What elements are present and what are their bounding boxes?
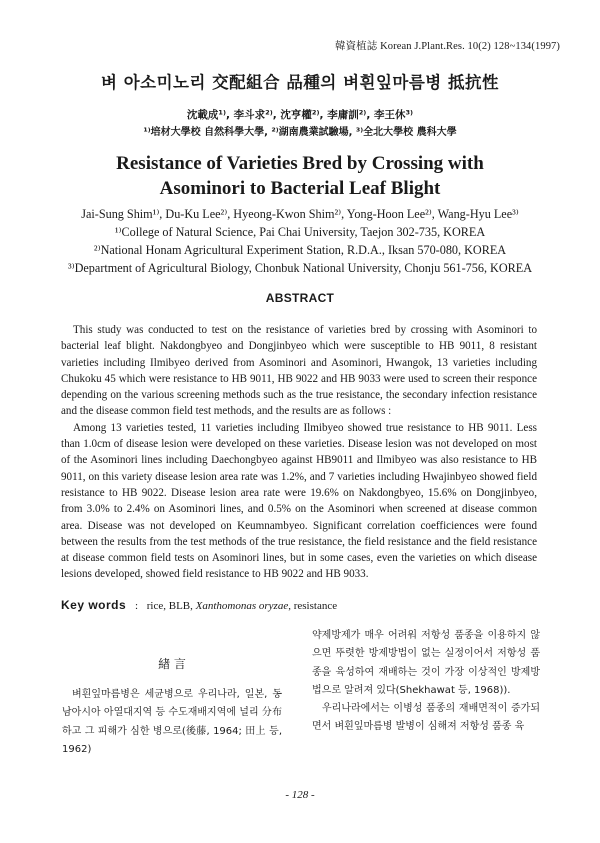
right-column [312, 627, 540, 737]
journal-citation: 韓資植誌 Korean J.Plant.Res. 10(2) 128~134(1997) [334, 41, 560, 52]
introduction-heading: 緖 言 [158, 657, 186, 671]
keywords-label: Key words [61, 598, 127, 612]
keywords-italic: Xanthomonas oryzae [195, 600, 289, 612]
keywords-colon: : [134, 600, 138, 612]
keywords [61, 598, 337, 612]
page-number: - 128 - [285, 789, 315, 801]
left-paragraph: 벼흰잎마름병은 세균병으로 우리나라, 일본, 동남아시아 아열대지역 등 수도재배지역에 널리 分布하고 그 피해가 심한 병으로(後藤, 1964; 田上 등, 1962) [62, 689, 282, 755]
korean-authors: 沈載成¹⁾, 李斗求²⁾, 沈亨權²⁾, 李庸訓²⁾, 李王休³⁾ [186, 109, 414, 121]
abstract-heading: ABSTRACT [265, 291, 335, 305]
abstract-paragraph-2: Among 13 varieties tested, 11 varieties including Ilmibyeo showed true resistance to HB 9011. Less than 1.0cm of disease lesion were developed on these varieties. Disease lesion was not developed on most of the Asominori lines including Daechongbyeo against HB9011 and Ilmibyeo was also resistance to HB 9011, on this variety disease lesion area rate was 1.2%, and 7 varieties including Hwajinbyeo showed field resistance to HB 9022. Disease lesion area rate were 19.6% on Nakdongbyeo, 15.6% on Dongjinbyeo, from 3.0% to 2.4% on Asominori lines, and 0.5% on the Asominori when screened at disease common area. Disease was not developed on Keumnambyeo. Significant correlation coefficiences were found between the results from the test methods of the true resistance, the field resistance and the field resistance at disease common field tests on Asominori lines, but in some cases, even the varieties on which disease lesions developed, showed field resistance to HB 9022 and HB 9033. [61, 421, 537, 581]
english-authors: Jai-Sung Shim¹⁾, Du-Ku Lee²⁾, Hyeong-Kwon Shim²⁾, Yong-Hoon Lee²⁾, Wang-Hyu Lee³⁾ [81, 207, 519, 221]
abstract-paragraph-1: This study was conducted to test on the resistance of varieties bred by crossing with Asominori to bacterial leaf blight. Nakdongbyeo and Dongjinbyeo which were susceptible to HB 9011, 8 resistant varieties including Ilmibyeo derived from Asominori and Asominori, Hwangok, 13 varieties including Chukoku 45 which were resistance to HB 9011, HB 9022 and HB 9033 were used to screen their responce depending on the various screening methods such as the true resistance, the secondary infection resistance and the disease common field test methods, and the results are as follows : [61, 324, 537, 418]
affiliation-3: ³⁾Department of Agricultural Biology, Chonbuk National University, Chonju 561-756, KOREA [67, 261, 533, 275]
korean-title: 벼 아소미노리 交配組合 品種의 벼흰잎마름병 抵抗性 [101, 73, 499, 92]
keywords-text-a: rice, BLB, [146, 600, 196, 612]
english-title-line-2: Asominori to Bacterial Leaf Blight [159, 178, 441, 199]
right-paragraph-2: 우리나라에서는 이병성 품종의 재배면적이 증가되면서 벼흰잎마름병 발병이 심해져 저항성 품종 육 [312, 703, 540, 733]
left-column [62, 625, 282, 759]
right-paragraph-1: 약제방제가 매우 어려워 저항성 품종을 이용하지 않으면 뚜렷한 방제방법이 없는 실정이어서 저항성 품종을 육성하여 재배하는 것이 가장 이상적인 방제방법으로 알려져 있다(Shekhawat 등, 1968)). [312, 630, 540, 696]
affiliation-2: ²⁾National Honam Agricultural Experiment Station, R.D.A., Iksan 570-080, KOREA [93, 243, 507, 257]
korean-affiliations: ¹⁾培材大學校 自然科學大學, ²⁾湖南農業試驗場, ³⁾全北大學校 農科大學 [143, 127, 457, 138]
abstract-body [61, 322, 537, 583]
english-title [0, 151, 600, 201]
affiliation-1: ¹⁾College of Natural Science, Pai Chai University, Taejon 302-735, KOREA [114, 225, 486, 239]
keywords-text-b: , resistance [288, 600, 338, 612]
english-title-line-1: Resistance of Varieties Bred by Crossing with [116, 153, 484, 174]
